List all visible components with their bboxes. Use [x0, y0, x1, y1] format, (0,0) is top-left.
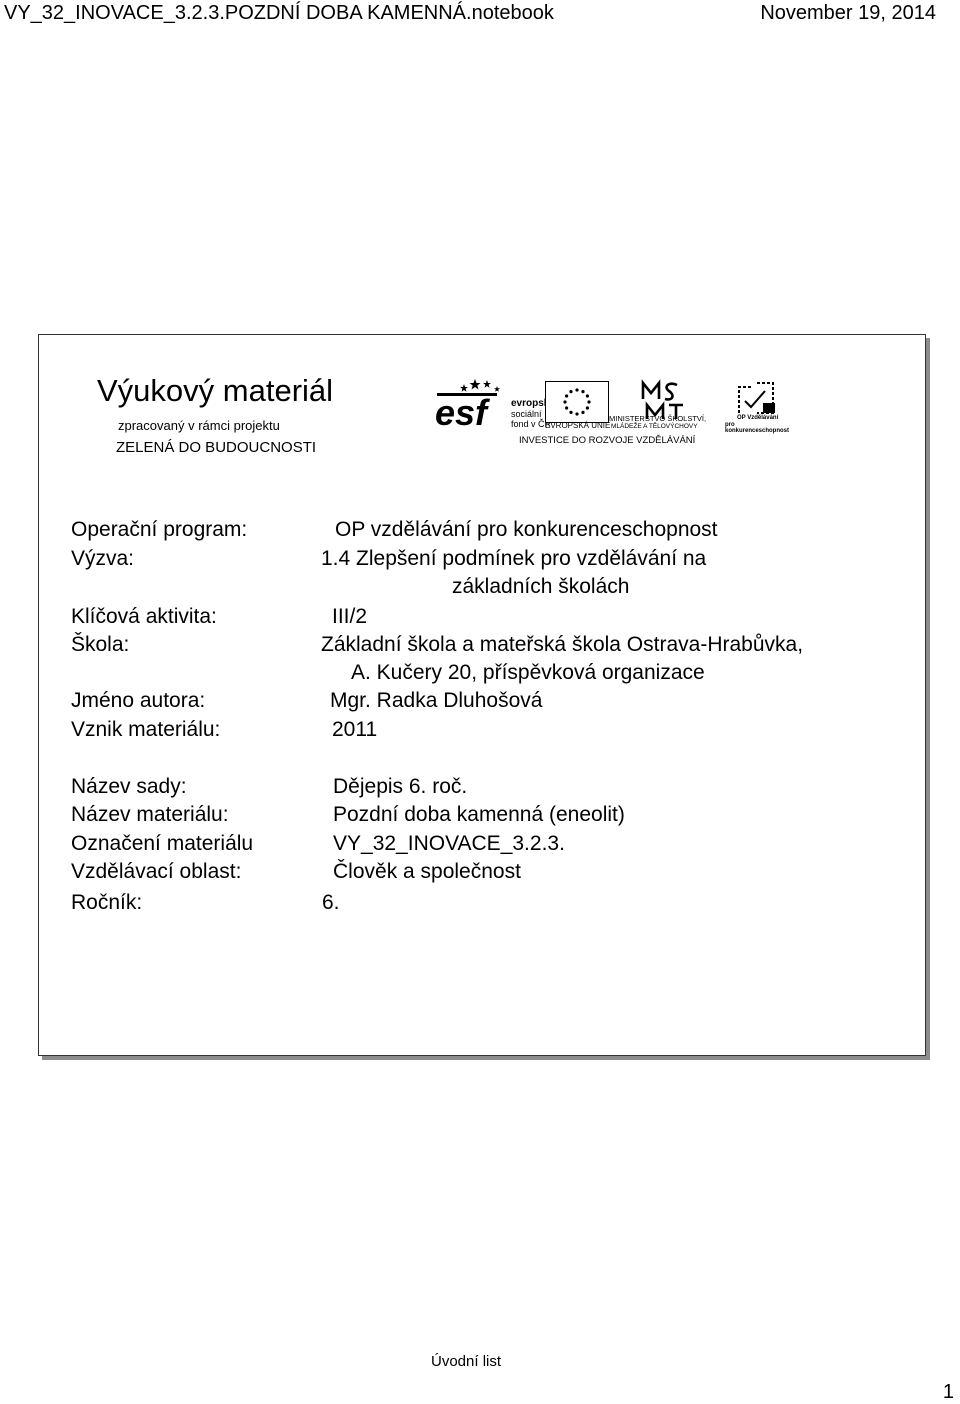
slide: [38, 334, 926, 1056]
value-skola-line2: A. Kučery 20, příspěvková organizace: [351, 661, 705, 684]
label-vznik: Vznik materiálu:: [71, 718, 221, 741]
value-vznik: 2011: [332, 718, 378, 741]
logo-strip: [435, 377, 795, 451]
label-aktivita: Klíčová aktivita:: [71, 605, 217, 628]
esf-logo: [435, 377, 507, 429]
project-name: ZELENÁ DO BUDOUCNOSTI: [116, 439, 317, 456]
label-program: Operační program:: [71, 518, 248, 541]
svg-text:esf: esf: [435, 392, 488, 429]
value-program: OP vzdělávání pro konkurenceschopnost: [335, 518, 718, 541]
value-oznaceni: VY_32_INOVACE_3.2.3.: [333, 832, 565, 855]
slide-title: Výukový materiál: [97, 373, 334, 408]
esf-text-1: evropský: [511, 398, 555, 409]
esf-text-2: sociální: [511, 409, 542, 419]
value-vyzva-line2: základních školách: [452, 575, 630, 598]
op-logo: [735, 379, 779, 419]
label-autor: Jméno autora:: [71, 689, 206, 712]
op-text-1: OP Vzdělávání: [737, 415, 779, 421]
value-oblast: Člověk a společnost: [333, 860, 521, 883]
label-sada: Název sady:: [71, 775, 187, 798]
slide-subtitle: zpracovaný v rámci projektu: [118, 418, 280, 433]
label-skola: Škola:: [71, 633, 130, 656]
header-date: November 19, 2014: [760, 2, 936, 24]
value-aktivita: III/2: [332, 605, 368, 628]
value-rocnik: 6.: [322, 891, 340, 914]
investice-tagline: INVESTICE DO ROZVOJE VZDĚLÁVÁNÍ: [519, 435, 696, 446]
label-vyzva: Výzva:: [71, 547, 135, 570]
value-skola-line1: Základní škola a mateřská škola Ostrava-Hrabůvka,: [321, 633, 804, 656]
value-autor: Mgr. Radka Dluhošová: [330, 689, 543, 712]
label-oblast: Vzdělávací oblast:: [71, 860, 242, 883]
op-text-2: pro konkurenceschopnost: [725, 422, 790, 434]
page-label: Úvodní list: [431, 1353, 502, 1370]
page-number: 1: [942, 1381, 954, 1403]
msmt-text-2: MLÁDEŽE A TĚLOVÝCHOVY: [611, 423, 698, 430]
label-oznaceni: Označení materiálu: [71, 832, 254, 855]
msmt-text-1: MINISTERSTVO ŠKOLSTVÍ,: [609, 414, 707, 423]
notebook-filename: VY_32_INOVACE_3.2.3.POZDNÍ DOBA KAMENNÁ.notebook: [4, 2, 554, 24]
value-vyzva-line1: 1.4 Zlepšení podmínek pro vzdělávání na: [321, 547, 707, 570]
value-material: Pozdní doba kamenná (eneolit): [333, 803, 625, 826]
label-rocnik: Ročník:: [71, 891, 143, 914]
label-material: Název materiálu:: [71, 803, 229, 826]
value-sada: Dějepis 6. roč.: [333, 775, 468, 798]
eu-text: EVROPSKÁ UNIE: [545, 421, 611, 430]
esf-text-3: fond v ČR: [511, 419, 552, 429]
eu-flag-icon: [545, 381, 609, 423]
